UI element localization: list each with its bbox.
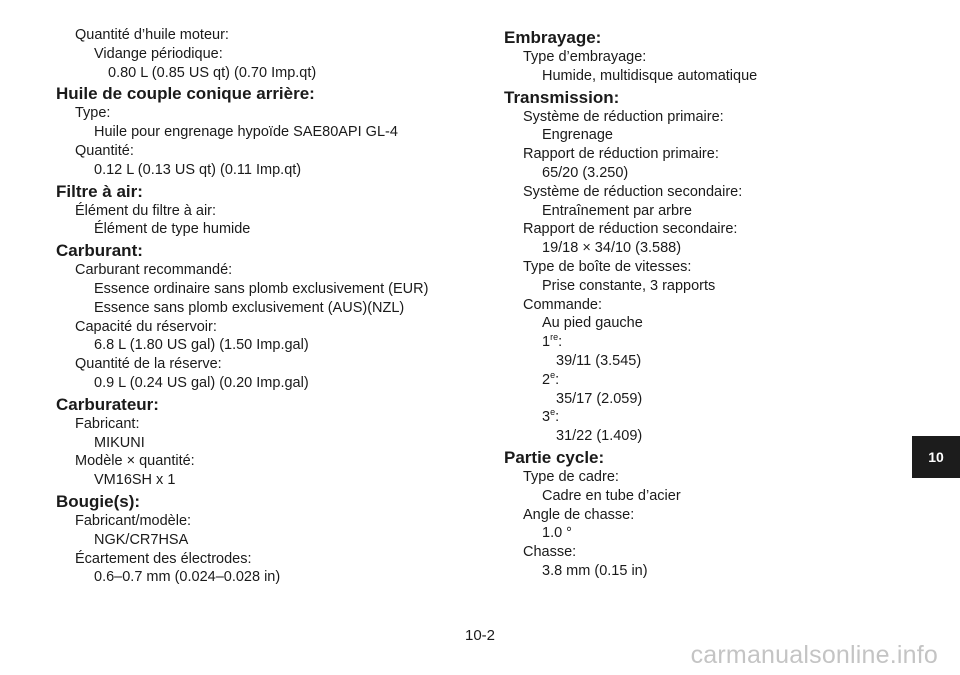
section-heading: [56, 240, 456, 261]
spec-line: [56, 64, 456, 83]
page-number: 10-2: [464, 627, 496, 644]
spec-line: [504, 314, 884, 333]
spec-line: [56, 142, 456, 161]
section-heading: [504, 27, 884, 48]
spec-line: [504, 202, 884, 221]
line-text: 0.12 L (0.13 US qt) (0.11 Imp.qt): [94, 161, 302, 178]
line-text: Vidange périodique:: [94, 45, 223, 62]
spec-line: [56, 568, 456, 587]
spec-line: [504, 333, 884, 352]
line-text: Écartement des électrodes:: [75, 550, 252, 567]
line-text: 1.0 °: [542, 525, 572, 542]
line-text: 3.8 mm (0.15 in): [542, 562, 648, 579]
left-column: [56, 26, 456, 587]
line-text: Cadre en tube d’acier: [542, 487, 681, 504]
line-text: 0.6–0.7 mm (0.024–0.028 in): [94, 569, 281, 586]
line-text: Système de réduction secondaire:: [523, 183, 743, 200]
line-text: 2: [542, 371, 551, 388]
line-suffix: :: [555, 371, 560, 388]
line-text: Chasse:: [523, 544, 577, 561]
spec-line: [56, 104, 456, 123]
line-text: 19/18 × 34/10 (3.588): [542, 240, 682, 257]
line-text: Fabricant/modèle:: [75, 512, 192, 529]
spec-line: [504, 67, 884, 86]
line-text: Essence ordinaire sans plomb exclusivement (EUR): [94, 280, 429, 297]
line-text: Huile pour engrenage hypoïde SAE80API GL-4: [94, 124, 398, 141]
line-text: Essence sans plomb exclusivement (AUS)(NZL): [94, 299, 405, 316]
line-text: 0.9 L (0.24 US gal) (0.20 Imp.gal): [94, 374, 309, 391]
spec-line: [56, 550, 456, 569]
spec-line: [504, 239, 884, 258]
spec-line: [504, 408, 884, 427]
spec-line: [504, 258, 884, 277]
spec-line: [56, 161, 456, 180]
line-suffix: :: [558, 334, 563, 351]
line-text: MIKUNI: [94, 434, 145, 451]
spec-line: [56, 415, 456, 434]
section-heading: [504, 87, 884, 108]
spec-line: [504, 543, 884, 562]
line-text: Système de réduction primaire:: [523, 108, 724, 125]
line-text: Fabricant:: [75, 415, 140, 432]
spec-line: [56, 45, 456, 64]
line-text: 6.8 L (1.80 US gal) (1.50 Imp.gal): [94, 337, 309, 354]
line-text: 0.80 L (0.85 US qt) (0.70 Imp.qt): [108, 64, 317, 81]
spec-line: [56, 299, 456, 318]
line-text: Type de cadre:: [523, 468, 619, 485]
line-text: 31/22 (1.409): [556, 428, 643, 445]
line-text: Au pied gauche: [542, 315, 643, 332]
line-text: Rapport de réduction secondaire:: [523, 221, 738, 238]
line-text: Commande:: [523, 296, 602, 313]
ordinal-suffix: re: [550, 332, 559, 343]
spec-line: [56, 374, 456, 393]
ordinal-suffix: e: [550, 369, 556, 380]
line-text: Rapport de réduction primaire:: [523, 146, 719, 163]
spec-line: [56, 336, 456, 355]
spec-line: [56, 261, 456, 280]
spec-line: [504, 352, 884, 371]
spec-line: [56, 531, 456, 550]
section-heading: [504, 447, 884, 468]
line-suffix: :: [555, 409, 560, 426]
spec-line: [56, 452, 456, 471]
spec-line: [504, 468, 884, 487]
chapter-tab: [912, 436, 960, 478]
spec-line: [504, 506, 884, 525]
spec-line: [56, 318, 456, 337]
line-text: Entraînement par arbre: [542, 202, 692, 219]
line-text: Quantité:: [75, 142, 134, 159]
spec-line: [56, 512, 456, 531]
line-text: Embrayage:: [504, 28, 602, 47]
line-text: 35/17 (2.059): [556, 390, 643, 407]
line-text: NGK/CR7HSA: [94, 531, 189, 548]
spec-line: [504, 220, 884, 239]
line-text: Huile de couple conique arrière:: [56, 84, 315, 104]
line-text: Quantité de la réserve:: [75, 356, 222, 373]
spec-line: [56, 471, 456, 490]
spec-line: [504, 487, 884, 506]
line-text: Type de boîte de vitesses:: [523, 258, 692, 275]
spec-line: [504, 164, 884, 183]
spec-line: [504, 390, 884, 409]
spec-line: [56, 355, 456, 374]
spec-line: [504, 427, 884, 446]
spec-line: [504, 145, 884, 164]
section-heading: [56, 83, 456, 104]
line-text: 3: [542, 409, 551, 426]
line-text: 1: [542, 334, 551, 351]
line-text: Prise constante, 3 rapports: [542, 277, 716, 294]
section-heading: [56, 394, 456, 415]
line-text: Quantité d’huile moteur:: [75, 27, 229, 43]
line-text: Élément de type humide: [94, 221, 251, 238]
watermark: carmanualsonline.info: [690, 641, 938, 669]
spec-line: [56, 123, 456, 142]
line-text: Partie cycle:: [504, 447, 605, 467]
line-text: Carburant:: [56, 241, 143, 261]
chapter-tab-label: 10: [928, 449, 944, 465]
line-text: Type:: [75, 105, 111, 122]
line-text: Engrenage: [542, 127, 613, 144]
line-text: Humide, multidisque automatique: [542, 67, 758, 84]
spec-line: [504, 48, 884, 67]
spec-line: [504, 562, 884, 581]
line-text: Filtre à air:: [56, 181, 143, 201]
section-heading: [56, 491, 456, 512]
line-text: Angle de chasse:: [523, 506, 635, 523]
line-text: 39/11 (3.545): [556, 352, 642, 369]
line-text: Élément du filtre à air:: [75, 202, 217, 219]
line-text: Transmission:: [504, 87, 620, 107]
line-text: Modèle × quantité:: [75, 453, 195, 470]
right-column: [504, 26, 884, 581]
spec-line: [56, 280, 456, 299]
ordinal-suffix: e: [550, 407, 556, 418]
line-text: 65/20 (3.250): [542, 164, 629, 181]
spec-line: [504, 183, 884, 202]
spec-line: [504, 524, 884, 543]
line-text: Bougie(s):: [56, 491, 141, 511]
spec-line: [56, 26, 456, 45]
spec-line: [504, 371, 884, 390]
line-text: Capacité du réservoir:: [75, 318, 217, 335]
line-text: VM16SH x 1: [94, 472, 176, 489]
section-heading: [56, 181, 456, 202]
spec-line: [56, 434, 456, 453]
spec-line: [56, 202, 456, 221]
line-text: Carburant recommandé:: [75, 262, 233, 279]
spec-line: [56, 220, 456, 239]
spec-line: [504, 277, 884, 296]
spec-line: [504, 126, 884, 145]
spec-line: [504, 296, 884, 315]
line-text: Type d’embrayage:: [523, 49, 647, 65]
spec-line: [504, 108, 884, 127]
line-text: Carburateur:: [56, 394, 159, 414]
